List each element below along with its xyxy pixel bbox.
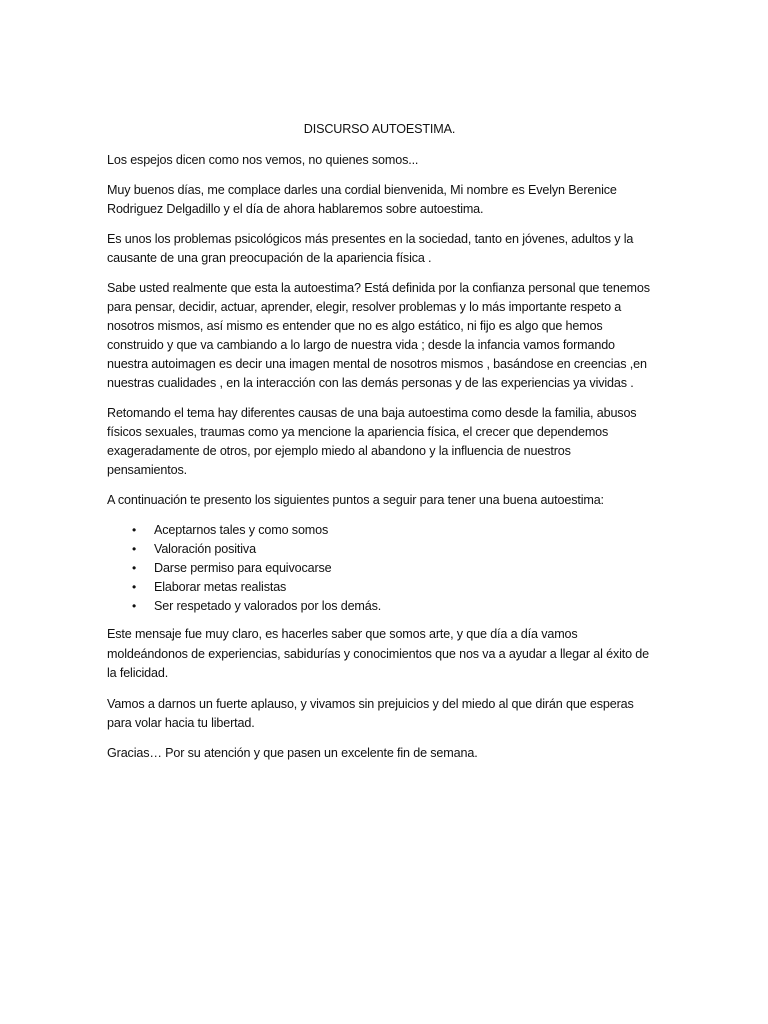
list-item [107,597,652,616]
paragraph-opening-quote: Los espejos dicen como nos vemos, no quienes somos... [107,153,419,167]
paragraph-applause: Vamos a darnos un fuerte aplauso, y vivamos sin prejuicios y del miedo al que dirán que esperas para volar hacia tu libertad. [107,696,634,730]
paragraph-message: Este mensaje fue muy claro, es hacerles saber que somos arte, y que día a día vamos moldeándonos de experiencias, sabidurías y conocimientos que nos va a ayudar a llegar al éxito de la felicidad. [107,627,650,680]
list-item-text: Darse permiso para equivocarse [154,561,332,575]
bullet-icon: • [132,542,137,556]
list-item-text: Elaborar metas realistas [154,580,287,594]
list-item [107,540,652,559]
paragraph-list-intro: A continuación te presento los siguientes puntos a seguir para tener una buena autoestima: [107,493,604,507]
document-title: DISCURSO AUTOESTIMA. [303,122,456,136]
list-item-text: Valoración positiva [154,542,256,556]
bullet-icon: • [132,561,137,575]
bullet-icon: • [132,599,137,613]
list-item-text: Ser respetado y valorados por los demás. [154,599,382,613]
paragraph-greeting: Muy buenos días, me complace darles una cordial bienvenida, Mi nombre es Evelyn Berenice Rodriguez Delgadillo y el día de ahora hablaremos sobre autoestima. [107,183,617,216]
document-page [107,120,652,774]
paragraph-problem-statement: Es unos los problemas psicológicos más presentes en la sociedad, tanto en jóvenes, adultos y la causante de una gran preocupación de la apariencia física . [107,232,634,265]
bullet-icon: • [132,523,137,537]
paragraph-thanks: Gracias… Por su atención y que pasen un excelente fin de semana. [107,745,478,760]
bullet-icon: • [132,580,137,594]
list-item-text: Aceptarnos tales y como somos [154,523,329,537]
list-item [107,559,652,578]
paragraph-causes: Retomando el tema hay diferentes causas de una baja autoestima como desde la familia, abusos físicos sexuales, traumas como ya mencione la apariencia física, el crecer que dependemos exageradamente de otros, por ejemplo miedo al abandono y la influencia de nuestros pensamientos. [107,406,637,477]
tips-list [107,521,652,616]
list-item [107,578,652,597]
list-item [107,521,652,540]
paragraph-definition: Sabe usted realmente que esta la autoestima? Está definida por la confianza personal que tenemos para pensar, decidir, actuar, aprender, elegir, resolver problemas y lo más importante respeto a nosotros mismos, así mismo es entender que no es algo estático, ni fijo es algo que hemos construido y que va cambiando a lo largo de nuestra vida ; desde la infancia vamos formando nuestra autoimagen es decir una imagen mental de nosotros mismos , basándose en creencias ,en nuestras cualidades , en la interacción con las demás personas y de las experiencias ya vividas . [107,281,650,390]
